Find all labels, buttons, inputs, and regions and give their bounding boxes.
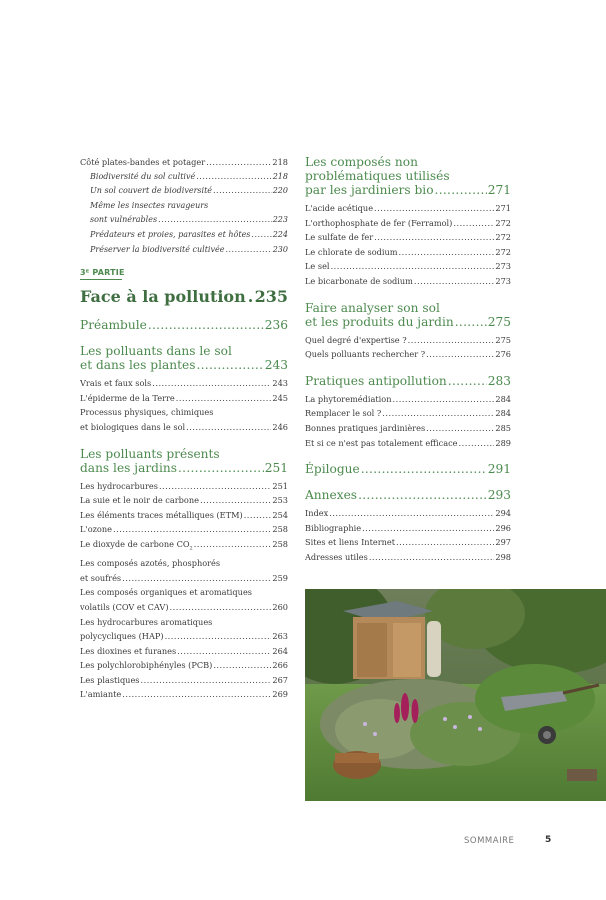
toc-entry-text: Index — [305, 508, 329, 519]
toc-entry-page: 269 — [272, 689, 288, 700]
toc-list — [80, 479, 288, 703]
toc-entry-page: 285 — [495, 422, 511, 433]
toc-entry-page: 218 — [272, 157, 288, 167]
heading-page: 251 — [264, 460, 288, 475]
toc-entry[interactable] — [305, 436, 511, 451]
part-label: 3ᴱ PARTIE — [80, 268, 125, 278]
toc-entry-text: Sites et liens Internet — [305, 537, 396, 548]
toc-entry[interactable] — [80, 228, 288, 243]
toc-entry-text: La suie et le noir de carbone — [80, 495, 199, 506]
toc-entry-page: 284 — [495, 393, 511, 404]
toc-entry-page: 230 — [272, 244, 288, 254]
dot-leader — [408, 333, 495, 348]
toc-entry[interactable] — [80, 629, 288, 644]
heading-line: Faire analyser son sol — [305, 300, 440, 315]
heading-text: Préambule — [80, 318, 147, 333]
dot-leader — [331, 259, 495, 274]
toc-entry-page: 273 — [495, 275, 511, 286]
toc-entry-page: 271 — [495, 203, 511, 213]
toc-entry-title — [80, 391, 175, 406]
toc-entry-page: 267 — [272, 674, 288, 685]
dot-leader — [158, 213, 272, 228]
dot-leader — [159, 479, 271, 494]
toc-entry-page: 223 — [272, 215, 288, 225]
heading-page: 293 — [487, 488, 511, 503]
toc-entry[interactable] — [305, 392, 511, 407]
toc-entry-text: Bibliographie — [305, 522, 362, 533]
dot-leader — [251, 228, 271, 243]
toc-entry[interactable] — [80, 687, 288, 702]
heading-text: Pratiques antipollution — [305, 373, 447, 388]
toc-list-biodiversity — [80, 155, 288, 257]
toc-entry-title — [90, 184, 212, 199]
toc-entry-subscript: 2 — [189, 545, 193, 552]
toc-entry-page: 289 — [495, 437, 511, 448]
toc-entry-title — [90, 243, 224, 258]
toc-entry-title — [305, 333, 407, 348]
toc-entry-title — [80, 629, 164, 644]
toc-entry[interactable] — [305, 347, 511, 362]
toc-entry[interactable] — [80, 493, 288, 508]
toc-entry-page: 294 — [495, 508, 511, 519]
toc-section-polluants-jardins — [80, 447, 288, 703]
toc-entry[interactable] — [80, 184, 288, 199]
toc-entry-text: Prédateurs et proies, parasites et hôtes — [90, 229, 251, 239]
toc-entry-text: L'ozone — [80, 524, 112, 535]
toc-entry[interactable] — [80, 522, 288, 537]
heading-text: Annexes — [305, 488, 358, 503]
toc-section-analyser — [305, 301, 511, 362]
toc-entry-title — [305, 216, 452, 231]
toc-entry-line: Même les insectes ravageurs — [90, 200, 209, 210]
toc-entry-text: Les éléments traces métalliques (ETM) — [80, 509, 243, 520]
toc-entry[interactable] — [80, 600, 288, 615]
toc-entry-text: L'orthophosphate de fer (Ferramol) — [305, 217, 453, 228]
toc-entry-text: Le dioxyde de carbone CO — [80, 538, 190, 549]
toc-entry[interactable] — [305, 506, 511, 521]
toc-entry-text: Bonnes pratiques jardinières — [305, 422, 426, 433]
toc-entry-text: et soufrés — [80, 572, 122, 583]
toc-entry-text: Un sol couvert de biodiversité — [90, 186, 213, 196]
toc-entry-title — [80, 658, 212, 673]
toc-entry-page: 224 — [272, 229, 288, 239]
dot-leader — [206, 155, 271, 170]
toc-entry-page: 266 — [272, 660, 288, 671]
toc-entry-page: 260 — [272, 601, 288, 612]
toc-entry[interactable] — [305, 216, 511, 231]
toc-entry-title — [305, 436, 458, 451]
dot-leader — [369, 550, 495, 565]
footer-page-number: 5 — [545, 835, 552, 845]
toc-entry[interactable] — [80, 571, 288, 586]
dot-leader — [213, 184, 272, 199]
dot-leader — [374, 201, 494, 216]
toc-section-polluants-sol — [80, 344, 288, 434]
toc-entry-text: Remplacer le sol ? — [305, 408, 382, 419]
dot-leader — [141, 673, 272, 688]
part-title-row[interactable] — [80, 287, 288, 306]
toc-entry-page: 258 — [272, 538, 288, 549]
toc-entry-title — [305, 245, 398, 260]
dot-leader — [426, 347, 494, 362]
heading-line: et les produits du jardin — [305, 314, 454, 329]
toc-entry-title — [305, 392, 392, 407]
toc-section-annexes — [305, 488, 511, 564]
toc-entry-text: Adresses utiles — [305, 551, 368, 562]
toc-entry[interactable] — [80, 243, 288, 258]
heading-page: 291 — [487, 462, 511, 477]
toc-entry-page: 258 — [272, 524, 288, 535]
toc-entry[interactable] — [80, 420, 288, 435]
toc-entry-title — [305, 230, 373, 245]
toc-entry[interactable] — [305, 406, 511, 421]
heading-line: et dans les plantes — [80, 358, 196, 373]
toc-entry-line: Processus physiques, chimiques — [80, 407, 214, 418]
toc-entry-title — [305, 506, 328, 521]
dot-leader — [393, 392, 495, 407]
dot-leader — [177, 644, 271, 659]
toc-entry-title — [80, 687, 121, 702]
toc-entry-page: 246 — [272, 421, 288, 432]
toc-entry-page: 284 — [495, 408, 511, 419]
heading-line: par les jardiniers bio — [305, 183, 434, 197]
toc-entry-page: 243 — [272, 378, 288, 389]
toc-entry[interactable] — [305, 421, 511, 436]
toc-heading-polluants-sol[interactable] — [80, 344, 288, 372]
toc-entry-text: Le sel — [305, 261, 330, 272]
toc-entry[interactable] — [80, 479, 288, 494]
toc-entry-text: L'épiderme de la Terre — [80, 392, 175, 403]
toc-entry-page: 253 — [272, 495, 288, 506]
toc-entry-text: Préserver la biodiversité cultivée — [90, 244, 225, 254]
toc-entry-title — [80, 479, 158, 494]
toc-entry-title — [80, 493, 199, 508]
toc-entry[interactable] — [80, 537, 288, 556]
toc-entry[interactable] — [80, 391, 288, 406]
dot-leader — [453, 216, 494, 231]
toc-entry-text: L'amiante — [80, 689, 122, 700]
toc-entry-text: Le sulfate de fer — [305, 232, 374, 243]
heading-page: 275 — [487, 314, 511, 329]
garden-photo — [305, 589, 606, 801]
heading-page: 271 — [487, 183, 511, 197]
toc-entry-text: Les plastiques — [80, 674, 140, 685]
toc-entry-line: Les hydrocarbures aromatiques — [80, 616, 213, 627]
toc-entry-text: La phytoremédiation — [305, 393, 392, 404]
dot-leader — [186, 420, 271, 435]
toc-entry-text: Et si ce n'est pas totalement efficace — [305, 437, 458, 448]
heading-line: dans les jardins — [80, 460, 177, 475]
toc-list — [305, 392, 511, 450]
toc-entry[interactable] — [80, 155, 288, 170]
toc-entry-text: L'acide acétique — [305, 203, 374, 213]
toc-entry-title — [305, 201, 373, 216]
toc-entry-title — [80, 673, 140, 688]
toc-entry-page: 297 — [495, 537, 511, 548]
toc-entry[interactable] — [80, 673, 288, 688]
toc-entry-text: Les dioxines et furanes — [80, 645, 177, 656]
dot-leader — [329, 506, 494, 521]
toc-heading-analyser[interactable] — [305, 301, 511, 329]
dot-leader — [196, 170, 271, 185]
toc-entry-title — [305, 406, 381, 421]
toc-heading-annexes[interactable] — [305, 488, 511, 502]
toc-entry-title — [305, 521, 361, 536]
toc-entry-title — [80, 508, 243, 523]
toc-heading-preambule[interactable] — [80, 318, 288, 332]
toc-list — [305, 506, 511, 564]
toc-entry-text: Biodiversité du sol cultivé — [90, 171, 196, 181]
toc-entry-title — [305, 347, 425, 362]
toc-entry-title — [80, 571, 121, 586]
toc-entry-title — [80, 155, 205, 170]
toc-entry[interactable] — [305, 550, 511, 565]
toc-entry-text: Les hydrocarbures — [80, 480, 158, 491]
toc-entry-text: Côté plates-bandes et potager — [80, 157, 206, 167]
toc-entry-title — [80, 600, 169, 615]
toc-entry[interactable] — [80, 658, 288, 673]
toc-right-column — [305, 155, 511, 565]
toc-list — [305, 201, 511, 289]
toc-entry[interactable] — [305, 230, 511, 245]
dot-leader — [426, 421, 494, 436]
dot-leader — [152, 376, 271, 391]
dot-leader — [122, 571, 271, 586]
toc-entry-text: volatils (COV et CAV) — [80, 601, 169, 612]
heading-line: Les polluants dans le sol — [80, 344, 232, 359]
toc-heading-epilogue[interactable] — [305, 462, 511, 476]
toc-entry-text: Vrais et faux sols — [80, 378, 152, 389]
toc-entry-title — [80, 376, 151, 391]
toc-entry[interactable] — [80, 644, 288, 659]
toc-entry-title — [80, 644, 176, 659]
toc-entry[interactable] — [305, 535, 511, 550]
toc-section-pratiques — [305, 374, 511, 450]
dot-leader — [176, 391, 272, 406]
toc-entry-page: 272 — [495, 217, 511, 228]
toc-entry-title — [305, 550, 368, 565]
dot-leader — [225, 243, 271, 258]
heading-text: Épilogue — [305, 462, 360, 477]
toc-entry[interactable] — [305, 333, 511, 348]
toc-entry-line: Les composés organiques et aromatiques — [80, 587, 252, 598]
toc-entry-page: 220 — [272, 186, 288, 196]
toc-entry-page: 263 — [272, 631, 288, 642]
dot-leader — [213, 658, 271, 673]
toc-entry[interactable] — [305, 259, 511, 274]
dot-leader — [194, 537, 272, 552]
toc-entry-page: 254 — [272, 509, 288, 520]
toc-entry-line: Les composés azotés, phosphorés — [80, 558, 221, 569]
heading-line: Les polluants présents — [80, 446, 220, 461]
toc-entry[interactable] — [80, 376, 288, 391]
toc-left-column — [80, 155, 288, 702]
toc-entry-page: 272 — [495, 232, 511, 243]
toc-heading-polluants-jardins[interactable] — [80, 447, 288, 475]
toc-entry-page: 275 — [495, 334, 511, 345]
toc-entry-text: Les polychlorobiphényles (PCB) — [80, 660, 213, 671]
toc-entry-title — [305, 259, 330, 274]
toc-entry-title — [80, 537, 193, 556]
toc-entry-text: polycycliques (HAP) — [80, 631, 164, 642]
heading-line: problématiques utilisés — [305, 169, 450, 183]
toc-list — [305, 333, 511, 362]
toc-entry-page: 251 — [272, 480, 288, 491]
dot-leader — [165, 629, 272, 644]
toc-section-composes — [305, 155, 511, 289]
toc-entry-page: 259 — [272, 572, 288, 583]
dot-leader — [362, 521, 494, 536]
dot-leader — [113, 522, 271, 537]
toc-entry-text: Le bicarbonate de sodium — [305, 275, 413, 286]
heading-line: Les composés non — [305, 155, 418, 169]
part-divider — [80, 279, 122, 280]
toc-entry-text: et biologiques dans le sol — [80, 421, 186, 432]
toc-entry-page: 298 — [495, 551, 511, 562]
toc-entry[interactable] — [305, 201, 511, 216]
toc-entry[interactable] — [305, 245, 511, 260]
heading-page: 243 — [264, 358, 288, 373]
dot-leader — [459, 436, 495, 451]
toc-entry-page: 273 — [495, 261, 511, 272]
dot-leader — [382, 406, 494, 421]
toc-entry-page: 276 — [495, 349, 511, 360]
toc-entry[interactable] — [305, 274, 511, 289]
toc-entry-text: sont vulnérables — [90, 215, 158, 225]
toc-entry-title — [305, 535, 395, 550]
toc-entry-title — [305, 421, 425, 436]
toc-heading-pratiques[interactable] — [305, 374, 511, 388]
dot-leader — [396, 535, 494, 550]
toc-entry[interactable] — [80, 213, 288, 228]
toc-entry[interactable] — [80, 508, 288, 523]
dot-leader — [244, 508, 272, 523]
dot-leader — [170, 600, 272, 615]
toc-entry-title — [90, 213, 157, 228]
toc-entry-title — [80, 420, 185, 435]
toc-list — [80, 376, 288, 434]
toc-entry-page: 272 — [495, 246, 511, 257]
dot-leader — [414, 274, 494, 289]
toc-entry-title — [305, 274, 413, 289]
toc-entry[interactable] — [80, 170, 288, 185]
dot-leader — [200, 493, 271, 508]
toc-heading-composes[interactable] — [305, 155, 511, 197]
toc-entry-text: Le chlorate de sodium — [305, 246, 398, 257]
toc-entry-text: Quels polluants rechercher ? — [305, 349, 426, 360]
toc-entry[interactable] — [305, 521, 511, 536]
toc-entry-page: 218 — [272, 171, 288, 181]
part-title: Face à la pollution — [80, 287, 246, 307]
heading-page: 283 — [487, 373, 511, 388]
footer-section-label: SOMMAIRE — [464, 836, 515, 846]
toc-entry-page: 245 — [272, 392, 288, 403]
dot-leader — [374, 230, 494, 245]
toc-entry-page: 296 — [495, 522, 511, 533]
dot-leader — [122, 687, 271, 702]
toc-entry-page: 264 — [272, 645, 288, 656]
toc-entry-text: Quel degré d'expertise ? — [305, 334, 407, 345]
part-page: 235 — [254, 287, 288, 307]
heading-page: 236 — [264, 318, 288, 333]
toc-entry-title — [80, 522, 112, 537]
dot-leader — [399, 245, 495, 260]
toc-entry-title — [90, 170, 195, 185]
toc-entry-title — [90, 228, 250, 243]
